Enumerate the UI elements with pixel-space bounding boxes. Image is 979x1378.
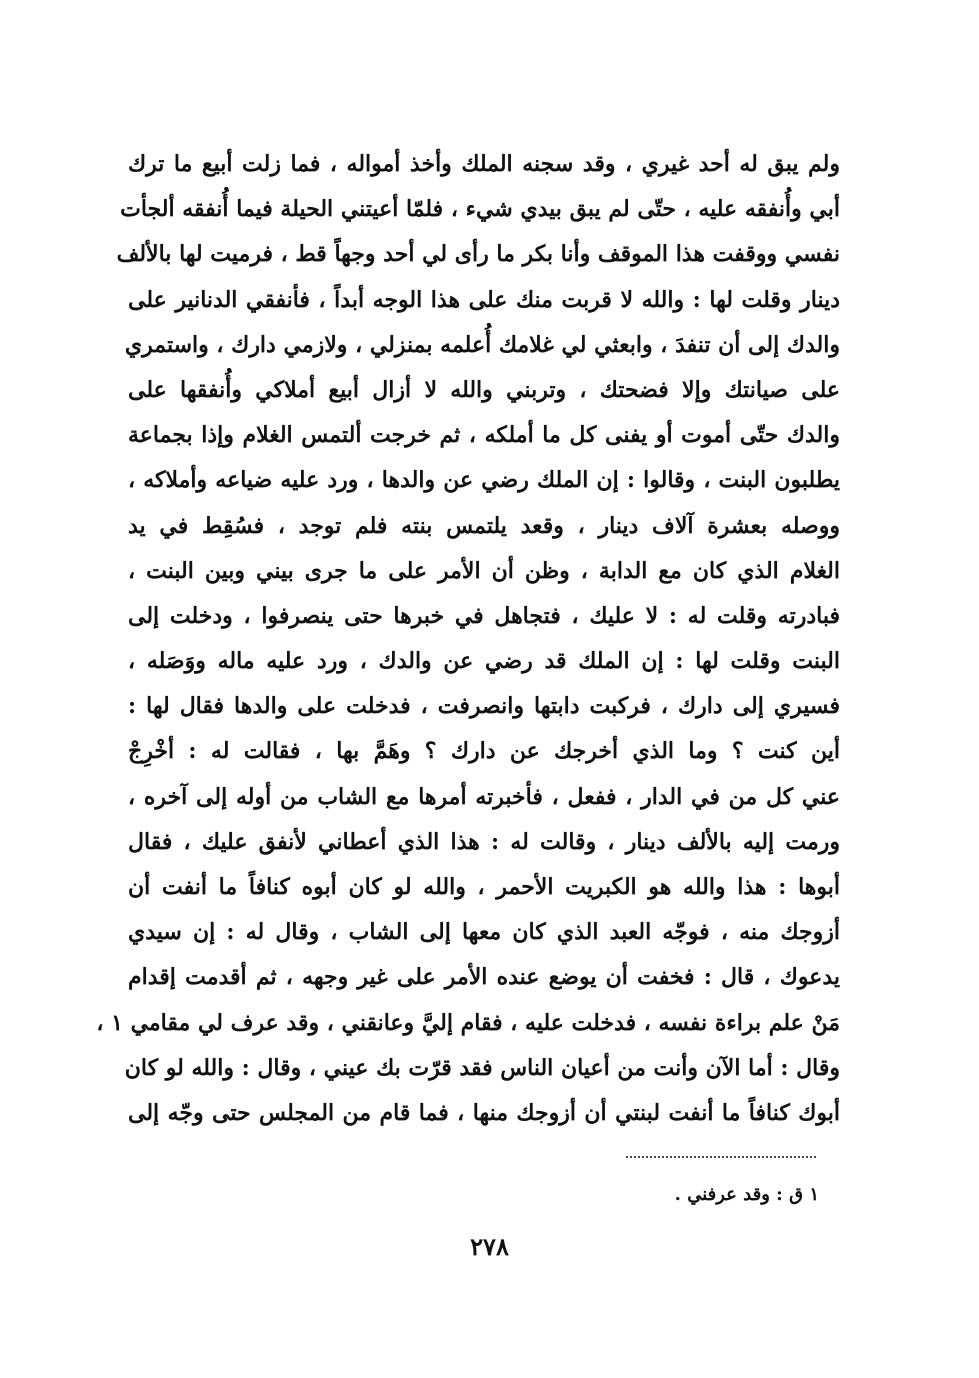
text-line: ورمت إليه بالألف دينار ، وقالت له : هذا الذي أعطاني لأنفق عليك ، فقال: [128, 828, 840, 855]
text-line: أبوك كنافاً ما أنفت لبنتي أن أزوجك منها ، فما قام من المجلس حتى وجّه إلى: [128, 1099, 840, 1126]
text-line: ولم يبق له أحد غيري ، وقد سجنه الملك وأخذ أمواله ، فما زلت أبيع ما ترك: [128, 151, 840, 177]
text-line: مَنْ علم براءة نفسه ، فدخلت عليه ، فقام إليَّ وعانقني ، وقد عرف لي مقامي ١ ،: [96, 1009, 840, 1036]
text-line: والدك حتّى أموت أو يفنى كل ما أملكه ، ثم خرجت ألتمس الغلام وإذا بجماعة: [128, 422, 840, 449]
text-line: ووصله بعشرة آلاف دينار ، وقعد يلتمس بنته فلم توجد ، فسُقِط في يد: [128, 512, 840, 539]
text-line: يدعوك ، قال : فخفت أن يوضع عنده الأمر على غير وجهه ، ثم أقدمت إقدام: [128, 964, 840, 991]
text-line: نفسي ووقفت هذا الموقف وأنا بكر ما رأى لي أحد وجهاً قط ، فرميت لها بالألف: [116, 241, 840, 268]
text-line: البنت وقلت لها : إن الملك قد رضي عن والدك ، ورد عليه ماله ووَصَله ،: [128, 648, 840, 675]
text-line: أبوها : هذا والله هو الكبريت الأحمر ، والله لو كان أبوه كنافاً ما أنفت أن: [128, 874, 840, 900]
text-line: الغلام الذي كان مع الدابة ، وظن أن الأمر على ما جرى بيني وبين البنت ،: [128, 557, 840, 584]
text-line: عني كل من في الدار ، ففعل ، فأخبرته أمرها مع الشاب من أوله إلى آخره ،: [128, 783, 840, 810]
text-line: فسيري إلى دارك ، فركبت دابتها وانصرفت ، فدخلت على والدها فقال لها :: [128, 693, 840, 720]
text-line: أين كنت ؟ وما الذي أخرجك عن دارك ؟ وهَمَّ بها ، فقالت له : أخْرِجْ: [128, 738, 840, 765]
footnote: ١ ق : وقد عرفني .: [674, 1184, 819, 1205]
text-line: فبادرته وقلت له : لا عليك ، فتجاهل في خبرها حتى ينصرفوا ، ودخلت إلى: [128, 602, 840, 629]
text-line: أبي وأُنفقه عليه ، حتّى لم يبق بيدي شيء ، فلمّا أعيتني الحيلة فيما أُنفقه ألجأت: [120, 196, 840, 223]
text-line: على صيانتك وإلا فضحتك ، وتربني والله لا أزال أبيع أملاكي وأُنفقها على: [128, 376, 840, 403]
page-number: ٢٧٨: [470, 1232, 509, 1261]
footnote-separator: [626, 1156, 816, 1158]
text-line: والدك إلى أن تنفدَ ، وابعثي لي غلامك أُعلمه بمنزلي ، ولازمي دارك ، واستمري: [124, 331, 840, 358]
text-line: أزوجك منه ، فوجّه العبد الذي كان معها إلى الشاب ، وقال له : إن سيدي: [128, 919, 840, 946]
body-text: [96, 142, 840, 1136]
text-line: وقال : أما الآن وأنت من أعيان الناس فقد قرّت بك عيني ، وقال : والله لو كان: [124, 1054, 840, 1081]
text-line: دينار وقلت لها : والله لا قربت منك على هذا الوجه أبداً ، فأنفقي الدنانير على: [128, 286, 840, 313]
text-line: يطلبون البنت ، وقالوا : إن الملك رضي عن والدها ، ورد عليه ضياعه وأملاكه ،: [128, 467, 840, 494]
